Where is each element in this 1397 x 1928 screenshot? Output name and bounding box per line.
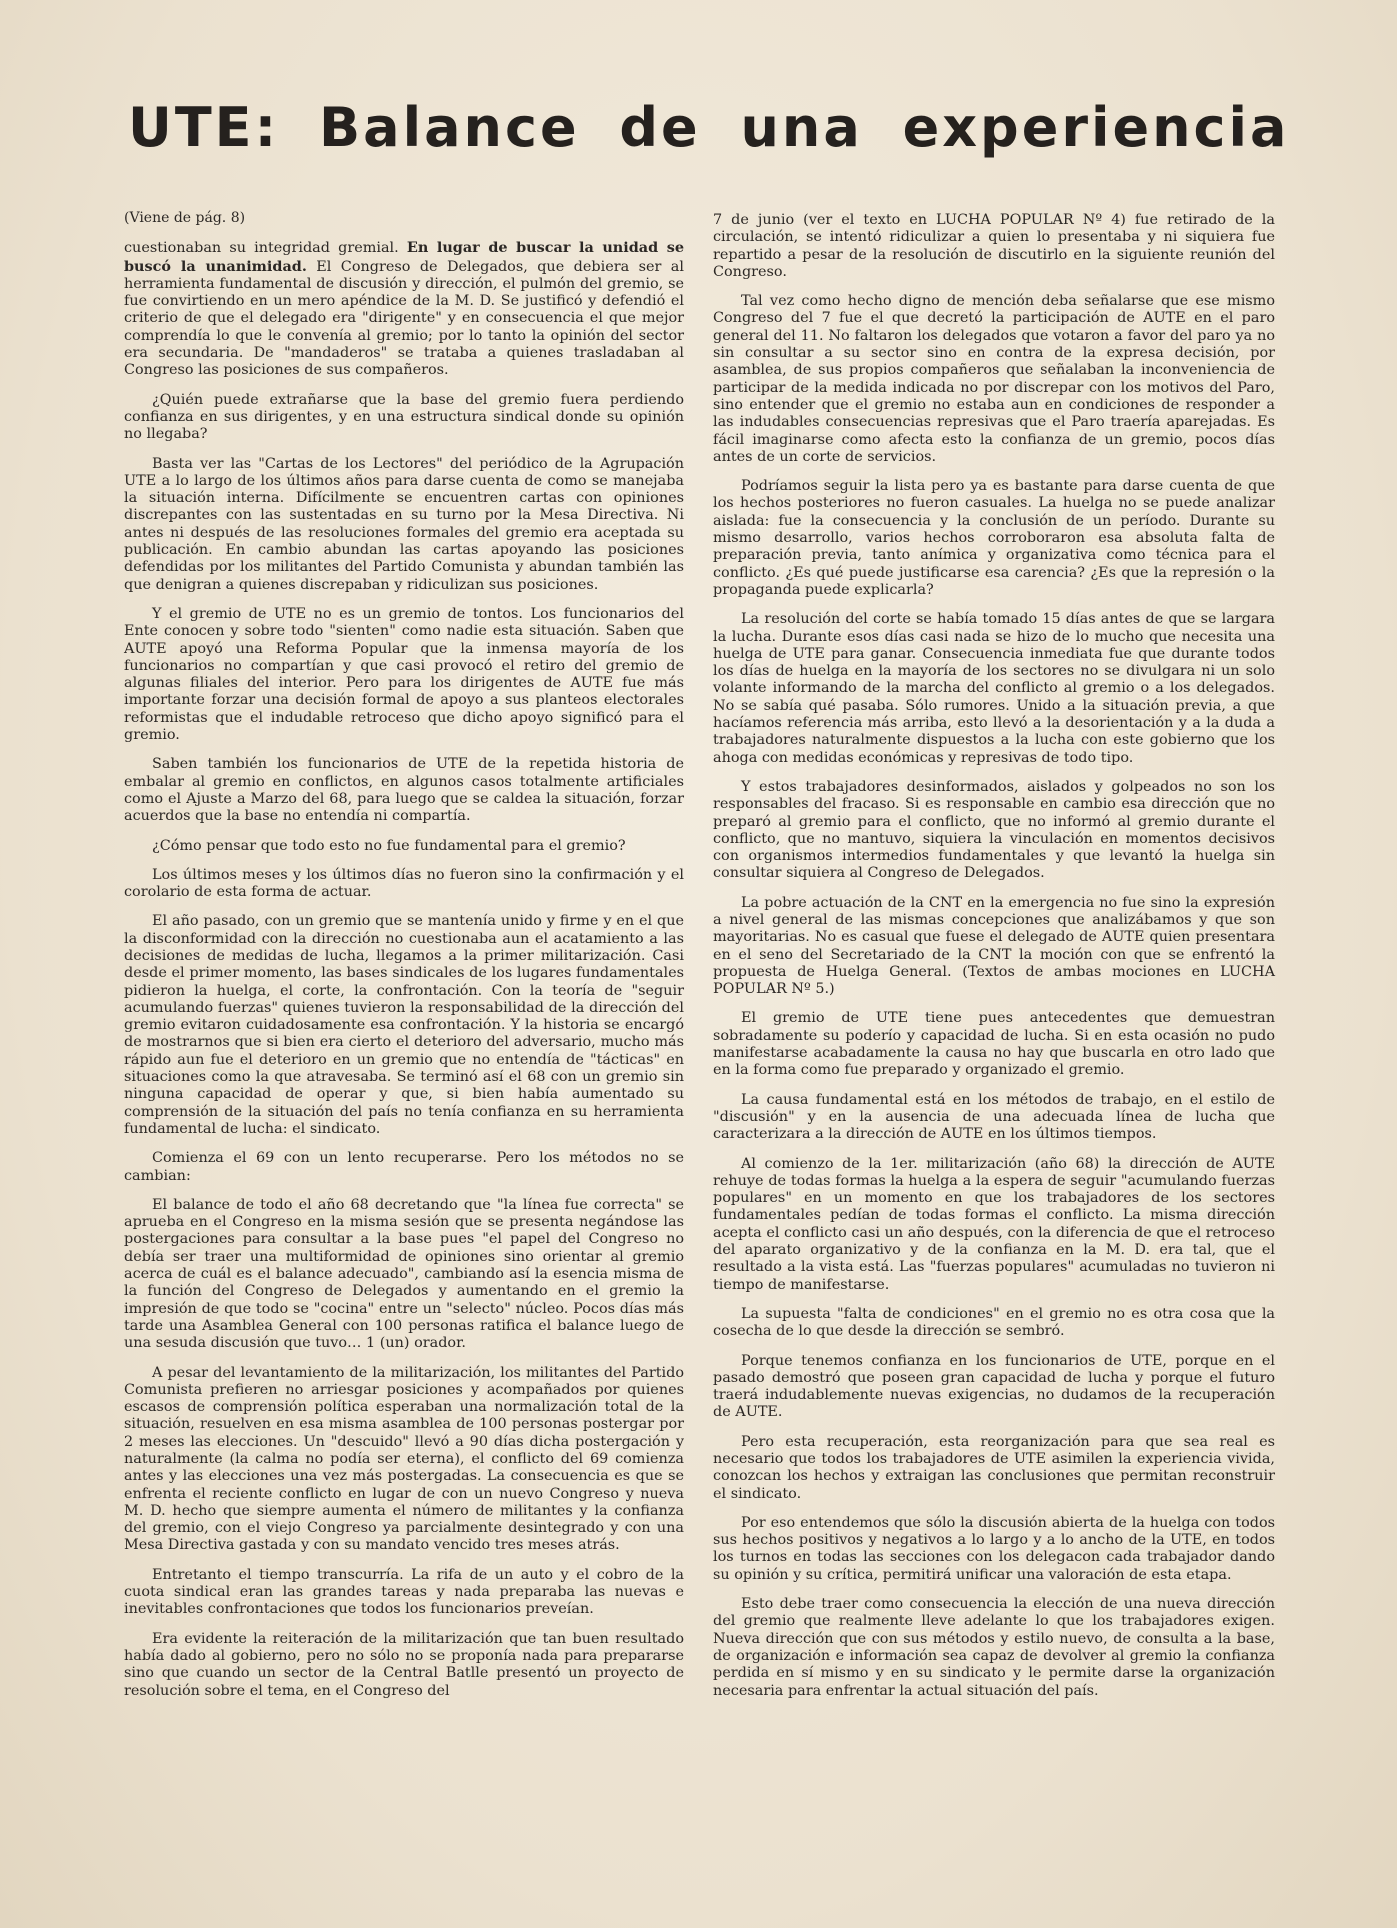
paragraph: La causa fundamental está en los métodos de trabajo, en el estilo de "discusión" y en la ausencia de una adecuada línea de lucha que caracterizara a la dirección de AUTE en los últimos tiempos. — [713, 1091, 1275, 1143]
continued-from-note: (Viene de pág. 8) — [124, 210, 246, 226]
left-column — [124, 210, 684, 1712]
right-column — [713, 212, 1275, 1712]
paragraph: Los últimos meses y los últimos días no fueron sino la confirmación y el corolario de esta forma de actuar. — [124, 866, 684, 901]
paragraph: 7 de junio (ver el texto en LUCHA POPULAR Nº 4) fue retirado de la circulación, se intentó ridiculizar a quien lo presentaba y ni siquiera fue repartido a pesar de la resolución de discutirlo en la siguiente reunión del Congreso. — [713, 212, 1275, 280]
paragraph: A pesar del levantamiento de la militarización, los militantes del Partido Comunista prefieren no arriesgar posiciones y acompañados por quienes escasos de comprensión política esperaban una normalización total de la situación, resuelven en esa misma asamblea de 100 personas postergar por 2 meses las elecciones. Un "descuido" llevó a 90 días dicha postergación y naturalmente (la calma no podía ser eterna), el conflicto del 69 comienza antes y las elecciones una vez más postergadas. La consecuencia es que se enfrenta el reciente conflicto en lugar de con un nuevo Congreso y nueva M. D. hecho que siempre aumenta el número de militantes y la confianza del gremio, con el viejo Congreso ya parcialmente desintegrado y con una Mesa Directiva gastada y con su mandato vencido tres meses atrás. — [124, 1364, 684, 1554]
paragraph: La resolución del corte se había tomado 15 días antes de que se largara la lucha. Durante esos días casi nada se hizo de lo mucho que necesita una huelga de UTE para ganar. Consecuencia inmediata fue que durante todos los días de huelga en la mayoría de los sectores no se divulgara ni un solo volante informando de la marcha del conflicto al gremio o a los delegados. No se sabía qué pasaba. Sólo rumores. Unido a la situación previa, a que hacíamos referencia más arriba, esto llevó a la desorientación y a la duda a trabajadores naturalmente dispuestos a la lucha con este gobierno que los ahoga con medidas económicas y represivas de todo tipo. — [713, 611, 1275, 766]
headline: UTE: Balance de una experiencia — [128, 96, 1290, 159]
paragraph: La supuesta "falta de condiciones" en el gremio no es otra cosa que la cosecha de lo que desde la dirección se sembró. — [713, 1305, 1275, 1340]
paragraph: Saben también los funcionarios de UTE de la repetida historia de embalar al gremio en conflictos, en algunos casos totalmente artificiales como el Ajuste a Marzo del 68, para luego que se caldea la situación, forzar acuerdos que la base no entendía ni compartía. — [124, 756, 684, 825]
paragraph: Entretanto el tiempo transcurría. La rifa de un auto y el cobro de la cuota sindical eran las grandes tareas y nada preparaba las nuevas e inevitables confrontaciones que todos los funcionarios preveían. — [124, 1566, 684, 1618]
paragraph: Al comienzo de la 1er. militarización (año 68) la dirección de AUTE rehuye de todas formas la huelga a la espera de seguir "acumulando fuerzas populares" en un momento en que los trabajadores de los sectores fundamentales pedían de todas formas el conflicto. La misma dirección acepta el conflicto casi un año después, con la diferencia de que el retroceso del aparato organizativo y de la confianza en la M. D. era tal, que el resultado a la vista está. Las "fuerzas populares" acumuladas no tuvieron ni tiempo de manifestarse. — [713, 1155, 1275, 1293]
paragraph: El año pasado, con un gremio que se mantenía unido y firme y en el que la disconformidad con la dirección no cuestionaba aun el acatamiento a las decisiones de medidas de lucha, llegamos a la primer militarización. Casi desde el primer momento, las bases sindicales de los lugares fundamentales pidieron la huelga, el corte, la confrontación. Con la teoría de "seguir acumulando fuerzas" quienes tuvieron la responsabilidad de la dirección del gremio evitaron cuidadosamente esa confrontación. Y la historia se encargó de mostrarnos que si bien era cierto el deterioro del adversario, mucho más rápido aun fue el deterioro en un gremio que no entendía de "tácticas" en situaciones como la que atravesaba. Se terminó así el 68 con un gremio sin ninguna capacidad de operar y que, si bien había aumentado su comprensión de la situación del país no tenía confianza en su herramienta fundamental de lucha: el sindicato. — [124, 913, 684, 1137]
paragraph: Basta ver las "Cartas de los Lectores" del periódico de la Agrupación UTE a lo largo de los últimos años para darse cuenta de como se manejaba la situación interna. Difícilmente se encuentren cartas con opiniones discrepantes con las sustentadas en su turno por la Mesa Directiva. Ni antes ni después de las resoluciones formales del gremio era aceptada su publicación. En cambio abundan las cartas apoyando las posiciones defendidas por los militantes del Partido Comunista y abundan también las que denigran a quienes discrepaban y ridiculizan sus posiciones. — [124, 455, 684, 593]
paragraph: Podríamos seguir la lista pero ya es bastante para darse cuenta de que los hechos posteriores no fueron casuales. La huelga no se puede analizar aislada: fue la consecuencia y la conclusión de un período. Durante su mismo desarrollo, varios hechos corroboraron esa absoluta falta de preparación previa, tanto anímica y organizativa como técnica para el conflicto. ¿Es qué puede justificarse esa carencia? ¿Es que la represión o la propaganda puede explicarla? — [713, 478, 1275, 598]
paragraph: Pero esta recuperación, esta reorganización para que sea real es necesario que todos los trabajadores de UTE asimilen la experiencia vivida, conozcan los hechos y extraigan las conclusiones que permitan reconstruir el sindicato. — [713, 1433, 1275, 1502]
paragraph: La pobre actuación de la CNT en la emergencia no fue sino la expresión a nivel general de las mismas concepciones que analizábamos y que son mayoritarias. No es casual que fuese el delegado de AUTE quien presentara en el seno del Secretariado de la CNT la moción con que se enfrentó la propuesta de Huelga General. (Textos de ambas mociones en LUCHA POPULAR Nº 5.) — [713, 894, 1275, 998]
paragraph: Comienza el 69 con un lento recuperarse. Pero los métodos no se cambian: — [124, 1150, 684, 1184]
paragraph: ¿Cómo pensar que todo esto no fue fundamental para el gremio? — [152, 837, 626, 854]
paragraph: El balance de todo el año 68 decretando que "la línea fue correcta" se aprueba en el Congreso en la misma sesión que se presenta negándose las postergaciones para consultar a la base pues "el papel del Congreso no debía ser traer una multiformidad de opiniones sino orientar al gremio acerca de cuál es el balance adecuado", cambiando así la esencia misma de la función del Congreso de Delegados y aumentando en el gremio la impresión de que todo se "cocina" entre un "selecto" núcleo. Pocos días más tarde una Asamblea General con 100 personas ratifica el balance luego de una sesuda discusión que tuvo… 1 (un) orador. — [124, 1196, 684, 1352]
paragraph: Y estos trabajadores desinformados, aislados y golpeados no son los responsables del fracaso. Si es responsable en cambio esa dirección que no preparó al gremio para el conflicto, que no informó al gremio durante el conflicto, que no mantuvo, siquiera la vinculación en momentos decisivos con organismos intermedios fundamentales y que levantó la huelga sin consultar siquiera al Congreso de Delegados. — [713, 778, 1275, 882]
bold-phrase: En lugar de buscar la unidad se buscó la unanimidad. — [124, 239, 684, 275]
paragraph: ¿Quién puede extrañarse que la base del gremio fuera perdiendo confianza en sus dirigentes, y en una estructura sindical donde su opinión no llegaba? — [124, 391, 684, 443]
paragraph: cuestionaban su integridad gremial. En lugar de buscar la unidad se buscó la unanimidad. El Congreso de Delegados, que debiera ser al herramienta fundamental de discusión y dirección, el pulmón del gremio, se fue convirtiendo en un mero apéndice de la M. D. Se justificó y defendió el criterio de que el delegado era "dirigente" y en consecuencia el que mejor comprendía lo que le convenía al gremio; por lo tanto la opinión del sector era secundaria. De "mandaderos" se trataba a quienes trasladaban al Congreso las posiciones de sus compañeros. — [124, 239, 684, 379]
paragraph: Era evidente la reiteración de la militarización que tan buen resultado había dado al gobierno, pero no sólo no se proponía nada para prepararse sino que cuando un sector de la Central Batlle presentó un proyecto de resolución sobre el tema, en el Congreso del — [124, 1630, 684, 1699]
paragraph: El gremio de UTE tiene pues antecedentes que demuestran sobradamente su poderío y capacidad de lucha. Si en esta ocasión no pudo manifestarse acabadamente la causa no hay que buscarla en otro lado que en la forma como fue preparado y organizado el gremio. — [713, 1010, 1275, 1079]
paragraph: Por eso entendemos que sólo la discusión abierta de la huelga con todos sus hechos positivos y negativos a lo largo y a lo ancho de la UTE, en todos los turnos en todas las secciones con los delegacon cada trabajador dando su opinión y su crítica, permitirá unificar una valoración de esta etapa. — [713, 1514, 1275, 1583]
paragraph: Y el gremio de UTE no es un gremio de tontos. Los funcionarios del Ente conocen y sobre todo "sienten" como nadie esta situación. Saben que AUTE apoyó una Reforma Popular que la inmensa mayoría de los funcionarios no compartían y que casi provocó el retiro del gremio de algunas filiales del interior. Pero para los dirigentes de AUTE fue más importante forzar una decisión formal de apoyo a sus planteos electorales reformistas que el indudable retroceso que dicho apoyo significó para el gremio. — [124, 605, 684, 744]
paragraph: Tal vez como hecho digno de mención deba señalarse que ese mismo Congreso del 7 fue el que decretó la participación de AUTE en el paro general del 11. No faltaron los delegados que votaron a favor del paro ya no sin consultar a su sector sino en contra de la expresa decisión, por asamblea, de sus propios compañeros que señalaban la inconveniencia de participar de la medida indicada no por discrepar con los motivos del Paro, sino entender que el gremio no estaba aun en condiciones de responder a las indudables consecuencias represivas que el Paro traería aparejadas. Es fácil imaginarse como afecta esto la confianza de un gremio, pocos días antes de un corte de servicios. — [713, 293, 1275, 465]
paragraph: Esto debe traer como consecuencia la elección de una nueva dirección del gremio que realmente lleve adelante lo que los trabajadores exigen. Nueva dirección que con sus métodos y estilo nuevo, de consulta a la base, de organización e información sea capaz de devolver al gremio la confianza perdida en sí mismo y en su sindicato y le permite darse la organización necesaria para enfrentar la actual situación del país. — [713, 1596, 1275, 1699]
paragraph: Porque tenemos confianza en los funcionarios de UTE, porque en el pasado demostró que poseen gran capacidad de lucha y porque el futuro traerá indudablemente nuevas exigencias, no dudamos de la recuperación de AUTE. — [713, 1352, 1275, 1421]
